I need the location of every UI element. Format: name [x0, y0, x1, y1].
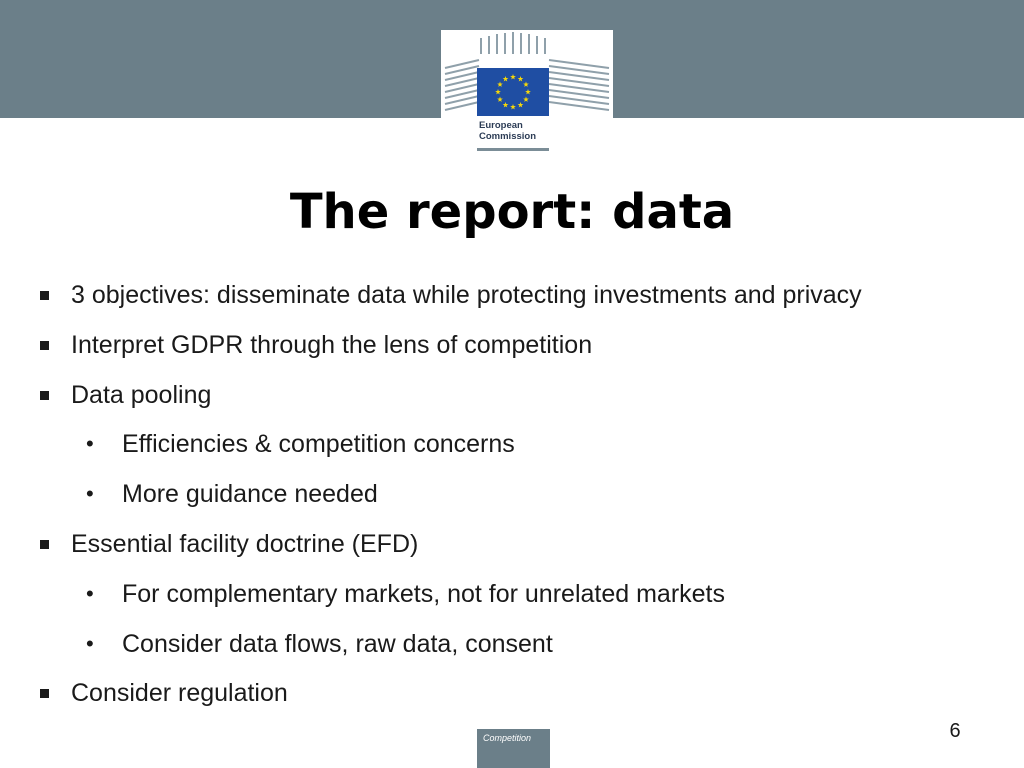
bullet-text: More guidance needed	[122, 480, 378, 509]
sub-bullet-item	[0, 471, 1024, 521]
sub-bullet-item	[0, 571, 1024, 621]
square-bullet-icon	[40, 689, 49, 698]
footer-competition-tag	[477, 729, 550, 768]
square-bullet-icon	[40, 291, 49, 300]
square-bullet-icon	[40, 341, 49, 350]
bullet-item	[0, 372, 1024, 422]
bullet-text: Essential facility doctrine (EFD)	[71, 529, 419, 558]
footer-label: Competition	[483, 733, 532, 743]
bullet-item	[0, 272, 1024, 322]
bullet-text: Data pooling	[71, 380, 212, 409]
round-bullet-icon: •	[86, 431, 94, 457]
square-bullet-icon	[40, 391, 49, 400]
bullet-text: For complementary markets, not for unrelated markets	[122, 579, 726, 608]
logo-underline	[477, 148, 549, 151]
sub-bullet-item	[0, 621, 1024, 671]
bullet-text: Consider data flows, raw data, consent	[122, 629, 553, 658]
bullet-text: Efficiencies & competition concerns	[122, 430, 515, 459]
logo-text	[479, 120, 536, 142]
bullet-item	[0, 670, 1024, 720]
round-bullet-icon: •	[86, 580, 94, 606]
page-number: 6	[949, 720, 961, 742]
bullet-item	[0, 521, 1024, 571]
logo-line-european: European	[479, 120, 523, 131]
sub-bullet-item	[0, 421, 1024, 471]
slide-title: The report: data	[289, 184, 735, 240]
bullet-text: Interpret GDPR through the lens of competition	[71, 330, 593, 359]
european-commission-logo	[441, 30, 613, 154]
round-bullet-icon: •	[86, 481, 94, 507]
bullet-item	[0, 322, 1024, 372]
logo-line-commission: Commission	[479, 131, 537, 142]
bullet-text: Consider regulation	[71, 679, 288, 708]
round-bullet-icon: •	[86, 630, 94, 656]
square-bullet-icon	[40, 540, 49, 549]
bullet-text: 3 objectives: disseminate data while protecting investments and privacy	[71, 281, 862, 309]
bullet-list	[0, 272, 1024, 720]
